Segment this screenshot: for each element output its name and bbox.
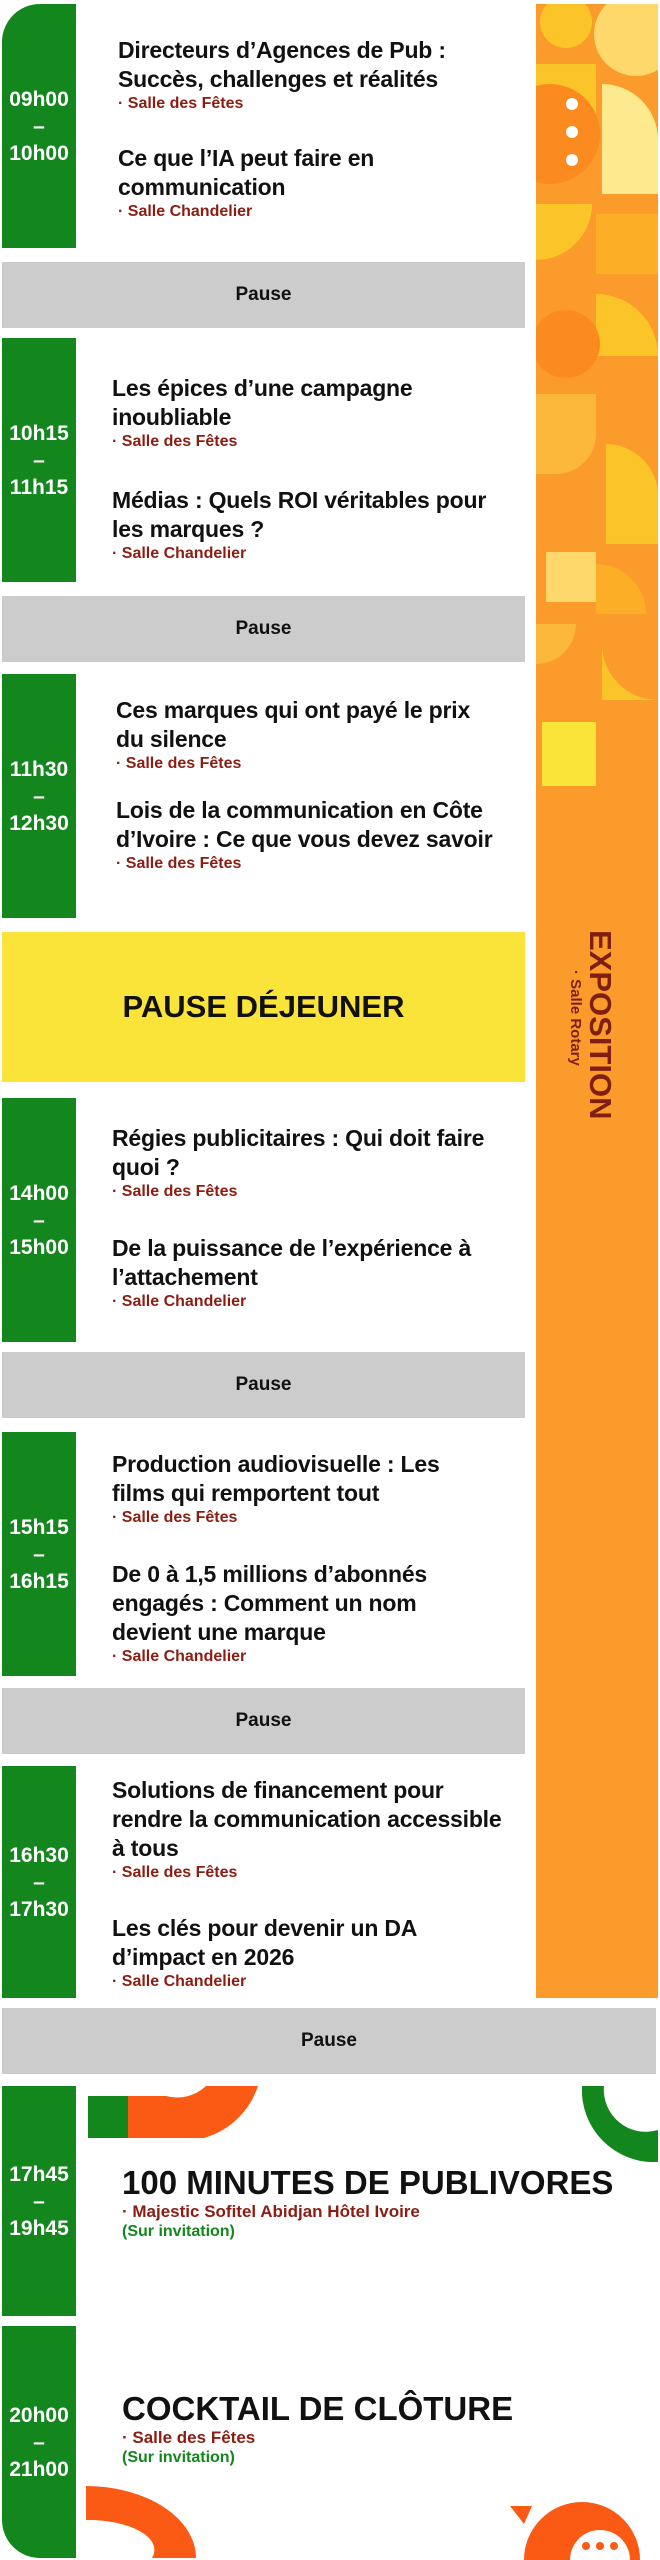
session-item [116,796,516,873]
session-title: Directeurs d’Agences de Pub : Succès, challenges et réalités [118,37,446,92]
event-venue: · Salle des Fêtes [122,2428,256,2447]
time-separator: – [33,1870,45,1894]
evening-event-1 [122,2164,642,2242]
green-arc-graphic [582,2086,658,2162]
time-slot-2 [2,338,76,582]
pause-bar: Pause [2,596,525,662]
time-start: 11h30 [9,757,69,781]
session-room: · Salle Chandelier [118,203,253,220]
session-room: · Salle des Fêtes [112,1509,238,1526]
event-title: COCKTAIL DE CLÔTURE [122,2390,514,2427]
session-room: · Salle des Fêtes [112,1183,238,1200]
session-title: Lois de la communication en Côte d’Ivoire : Ce que vous devez savoir [116,797,493,852]
time-slot-3 [2,674,76,918]
exposition-title: EXPOSITION [583,930,618,1120]
event-title: 100 MINUTES DE PUBLIVORES [122,2164,614,2201]
session-room: · Salle des Fêtes [116,855,242,872]
time-separator: – [33,2189,45,2213]
time-slot-1 [2,4,76,248]
time-slot-5 [2,1432,76,1676]
session-item [112,1560,492,1666]
session-title: Ce que l’IA peut faire en communication [118,145,375,200]
invitation-note: (Sur invitation) [122,2449,235,2466]
time-start: 20h00 [9,2403,69,2427]
event-venue: · Majestic Sofitel Abidjan Hôtel Ivoire [122,2202,420,2221]
session-item [112,1914,492,1991]
session-title: Les clés pour devenir un DA d’impact en 2026 [112,1915,417,1970]
time-start: 16h30 [9,1843,69,1867]
session-room: · Salle des Fêtes [118,95,244,112]
time-separator: – [33,1208,45,1232]
time-separator: – [33,448,45,472]
orange-quarter-graphic [86,2486,198,2558]
session-room: · Salle des Fêtes [116,755,242,772]
time-start: 10h15 [9,421,69,445]
time-start: 15h15 [9,1515,69,1539]
session-title: Les épices d’une campagne inoubliable [112,375,413,430]
session-title: De la puissance de l’expérience à l’attachement [112,1235,472,1290]
pause-bar: Pause [2,1352,525,1418]
time-slot-6 [2,1766,76,1998]
session-room: · Salle des Fêtes [112,433,238,450]
geometric-pattern-graphic [536,4,658,804]
session-item [118,144,478,221]
session-room: · Salle Chandelier [112,1973,247,1990]
time-separator: – [33,784,45,808]
time-end: 17h30 [9,1897,69,1921]
session-title: Solutions de financement pour rendre la communication accessible à tous [112,1777,502,1861]
time-slot-evening-2 [2,2326,76,2558]
time-end: 16h15 [9,1569,69,1593]
session-room: · Salle Chandelier [112,1293,247,1310]
time-separator: – [33,2430,45,2454]
lunch-break-bar: PAUSE DÉJEUNER [2,932,525,1082]
time-end: 12h30 [9,811,69,835]
session-room: · Salle Chandelier [112,1648,247,1665]
time-end: 19h45 [9,2216,69,2240]
evening-event-2 [122,2390,642,2468]
pause-bar: Pause [2,262,525,328]
time-slot-4 [2,1098,76,1342]
time-start: 14h00 [9,1181,69,1205]
chat-bubble-icon [510,2468,658,2560]
session-item [112,374,492,451]
time-end: 10h00 [9,141,69,165]
session-title: Ces marques qui ont payé le prix du silence [116,697,471,752]
time-start: 09h00 [9,87,69,111]
time-end: 11h15 [9,475,69,499]
time-separator: – [33,1542,45,1566]
exposition-label [568,930,618,1150]
pause-bar: Pause [2,1688,525,1754]
session-item [112,486,492,563]
pause-bar: Pause [2,2008,656,2074]
time-start: 17h45 [9,2162,69,2186]
time-slot-evening-1 [2,2086,76,2316]
session-item [116,696,496,773]
time-end: 21h00 [9,2457,69,2481]
session-room: · Salle Chandelier [112,545,247,562]
session-item [112,1234,512,1311]
session-title: De 0 à 1,5 millions d’abonnés engagés : Comment un nom devient une marque [112,1561,428,1645]
session-title: Régies publicitaires : Qui doit faire quoi ? [112,1125,485,1180]
session-item [112,1124,492,1201]
exposition-room: · Salle Rotary [567,970,584,1066]
session-room: · Salle des Fêtes [112,1864,238,1881]
time-separator: – [33,114,45,138]
session-item [112,1776,512,1882]
session-item [118,36,528,113]
session-item [112,1450,492,1527]
orange-arc-graphic [86,2086,262,2150]
session-title: Production audiovisuelle : Les films qui remportent tout [112,1451,440,1506]
time-end: 15h00 [9,1235,69,1259]
invitation-note: (Sur invitation) [122,2223,235,2240]
session-title: Médias : Quels ROI véritables pour les marques ? [112,487,487,542]
